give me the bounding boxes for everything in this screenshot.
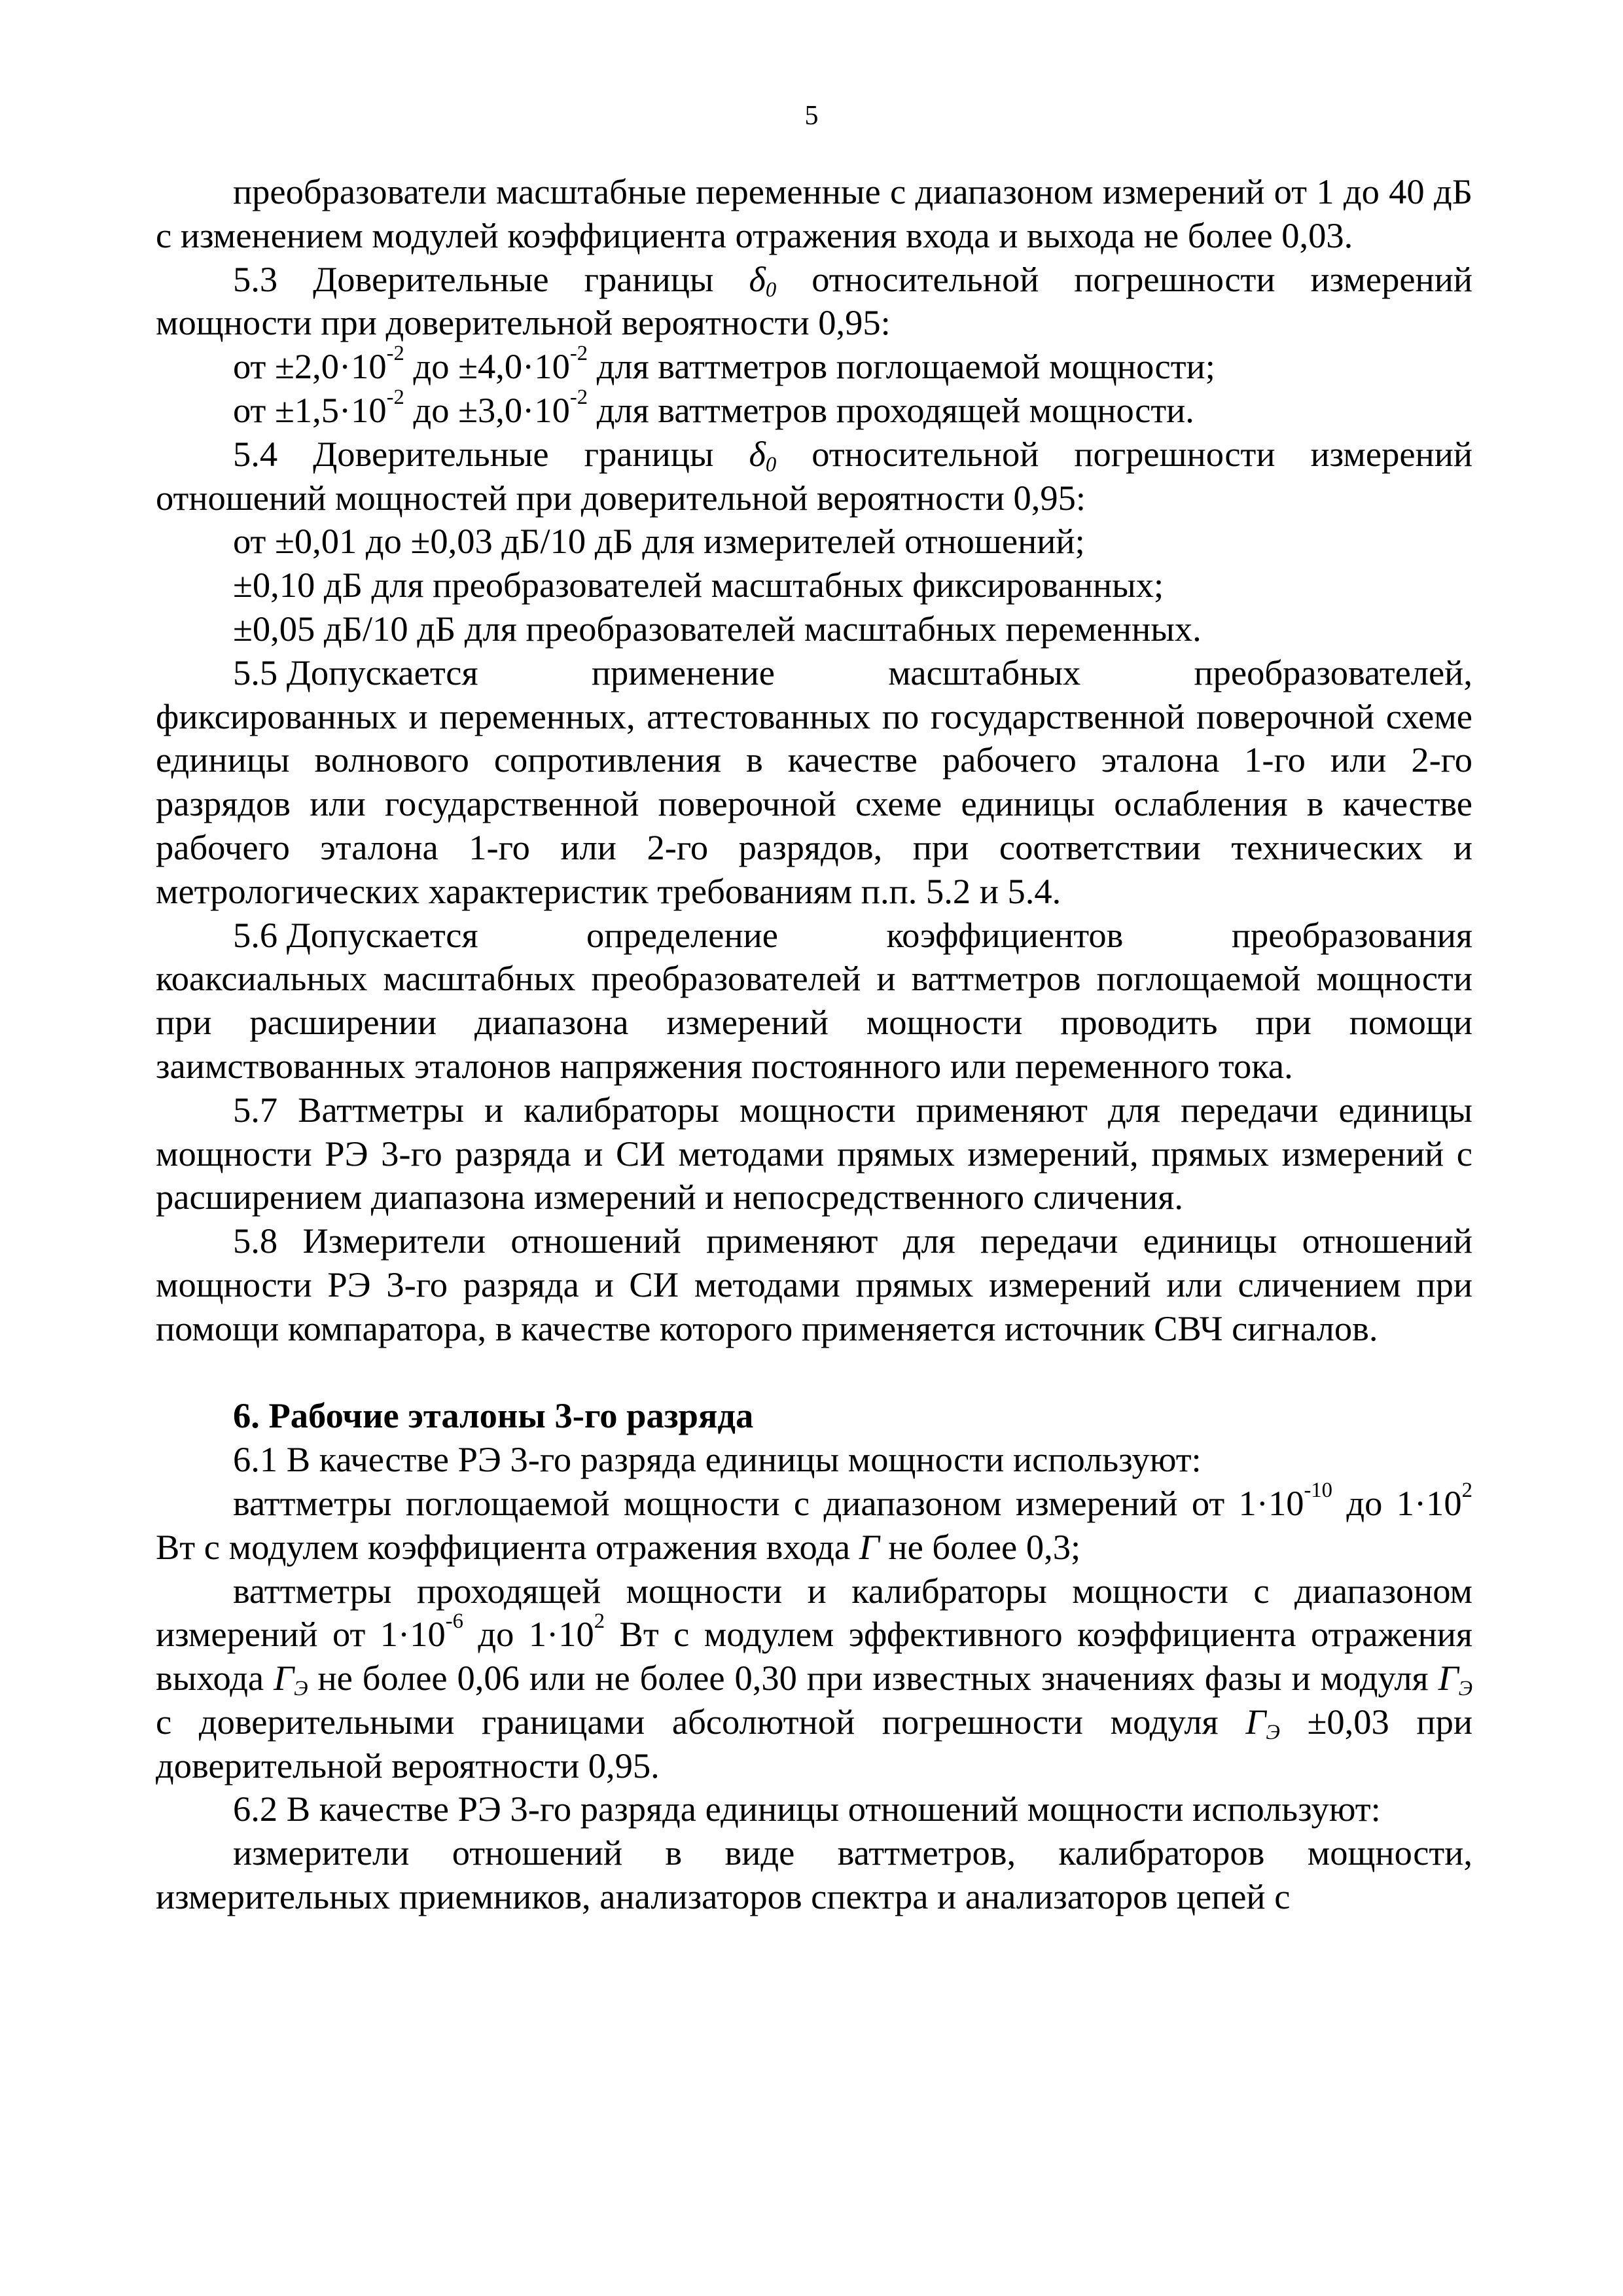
paragraph-scale-converters-variable: преобразователи масштабные переменные с диапазоном измерений от 1 до 40 дБ с изменением модулей коэффициента отражения входа и выхода не более 0,03. xyxy=(156,171,1472,255)
section-spacer xyxy=(156,1351,1472,1395)
list-item-6-2-ratio-meters: измерители отношений в виде ваттметров, калибраторов мощности, измерительных приемников, анализаторов спектра и анализаторов цепей с xyxy=(156,1833,1472,1917)
paragraph-5-5-first-line: 5.5 Допускается применение масштабных преобразователей, xyxy=(233,652,1472,692)
list-item-5-4-ratio-meters: от ±0,01 до ±0,03 дБ/10 дБ для измерителей отношений; xyxy=(233,521,1085,562)
list-item-5-4-variable: ±0,05 дБ/10 дБ для преобразователей масштабных переменных. xyxy=(233,608,1202,649)
list-item-5-4-fixed: ±0,10 дБ для преобразователей масштабных фиксированных; xyxy=(233,565,1164,605)
paragraph-5-6: коаксиальных масштабных преобразователей и ваттметров поглощаемой мощности при расширении диапазона измерений мощности проводить при помощи заимствованных эталонов напряжения постоянного или переменного тока. xyxy=(156,958,1472,1086)
paragraph-5-6-first-line: 5.6 Допускается определение коэффициентов преобразования xyxy=(233,914,1472,955)
paragraph-5-5: фиксированных и переменных, аттестованных по государственной поверочной схеме единицы волнового сопротивления в качестве рабочего эталона 1-го или 2-го разрядов или государственной поверочной схеме единицы ослабления в качестве рабочего эталона 1-го или 2-го разрядов, при соответствии технических и метрологических характеристик требованиям п.п. 5.2 и 5.4. xyxy=(156,696,1472,911)
page-number: 5 xyxy=(804,101,819,131)
section-6-heading: 6. Рабочие эталоны 3-го разряда xyxy=(233,1395,754,1436)
paragraph-5-4: 5.4 Доверительные границы $\delta_0$ относительной погрешности измерений отношений мощностей при доверительной вероятности 0,95: xyxy=(156,433,1473,518)
paragraph-5-3: 5.3 Доверительные границы $\delta_0$ относительной погрешности измерений мощности при доверительной вероятности 0,95: xyxy=(156,259,1473,343)
list-item-6-1-through: ваттметры проходящей мощности и калибраторы мощности с диапазоном измерений от $1\cdot 10^{-6}$ до $1\cdot 10^2$ Вт с модулем эффективного коэффициента отражения выхода $Г_Э$ не более 0,06 или не более 0,30 при известных значениях фазы и модуля $Г_Э$ с доверительными границами абсолютной погрешности модуля $Г_Э \pm 0,03$ при доверительной вероятности 0,95. xyxy=(156,1570,1472,1785)
document-body xyxy=(156,170,1472,1919)
paragraph-5-8: 5.8 Измерители отношений применяют для передачи единицы отношений мощности РЭ 3-го разряда и СИ методами прямых измерений или сличением при помощи компаратора, в качестве которого применяется источник СВЧ сигналов. xyxy=(156,1221,1472,1348)
list-item-5-3-absorbed: от $\pm 2,0\cdot 10^{-2}$ до $\pm 4,0\cdot 10^{-2}$ для ваттметров поглощаемой мощности; xyxy=(233,342,1215,387)
paragraph-6-1: 6.1 В качестве РЭ 3-го разряда единицы мощности используют: xyxy=(233,1439,1202,1480)
list-item-5-3-through: от $\pm 1,5\cdot 10^{-2}$ до $\pm 3,0\cdot 10^{-2}$ для ваттметров проходящей мощности. xyxy=(233,386,1194,430)
paragraph-6-2: 6.2 В качестве РЭ 3-го разряда единицы отношений мощности используют: xyxy=(233,1789,1381,1829)
list-item-6-1-absorbed: ваттметры поглощаемой мощности с диапазоном измерений от $1\cdot 10^{-10}$ до $1\cdot 10^2$ Вт с модулем коэффициента отражения входа Г не более 0,3; xyxy=(156,1479,1472,1567)
paragraph-5-7: 5.7 Ваттметры и калибраторы мощности применяют для передачи единицы мощности РЭ 3-го разряда и СИ методами прямых измерений, прямых измерений с расширением диапазона измерений и непосредственного сличения. xyxy=(156,1089,1472,1217)
